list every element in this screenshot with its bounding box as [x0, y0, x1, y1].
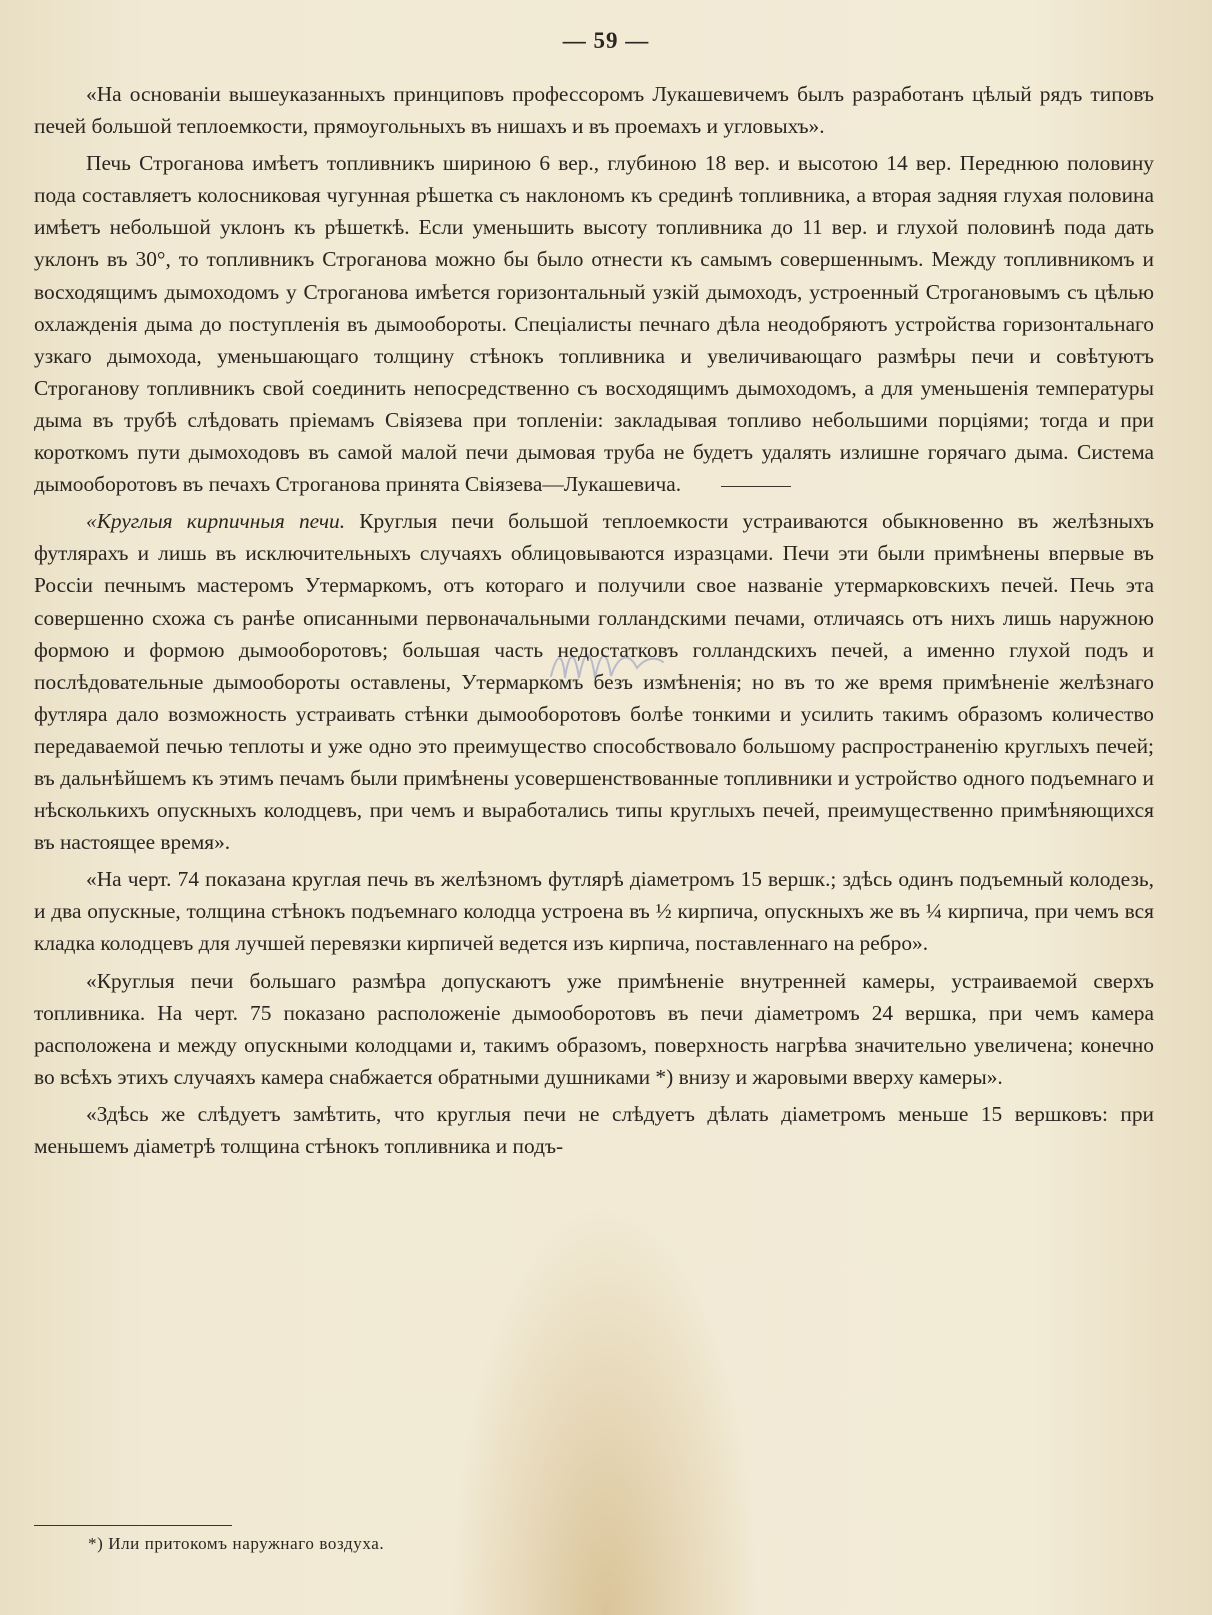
page-number: — 59 — [562, 28, 650, 53]
paragraph-5-text: «Круглыя печи большаго размѣра допускаютъ уже примѣненiе внутренней камеры, устраиваемой сверхъ топливника. На черт. 75 показано расположенiе дымооборотовъ въ печи дiаметромъ 24 вершка, при чемъ камера расположена и между опускными колодцами и, такимъ образомъ, поверхность нагрѣва значительно увеличена; конечно во всѣхъ этихъ случаяхъ камера снабжается обратными душниками *) внизу и жаровыми вверху камеры». [34, 968, 1154, 1089]
paragraph-5 [34, 965, 1154, 1093]
paragraph-3 [34, 505, 1154, 858]
paragraph-1-text: «На основанiи вышеуказанныхъ принциповъ профессоромъ Лукашевичемъ былъ разработанъ цѣлый рядъ типовъ печей большой теплоемкости, прямоугольныхъ въ нишахъ и въ проемахъ и угловыхъ». [34, 82, 1154, 139]
footnote-rule [34, 1525, 232, 1526]
paragraph-2-text: Печь Строганова имѣетъ топливникъ шириною 6 вер., глубиною 18 вер. и высотою 14 вер. Переднюю половину пода составляетъ колосниковая чугунная рѣшетка съ наклономъ къ срединѣ топливника, а вторая задняя глухая половина имѣетъ небольшой уклонъ къ рѣшеткѣ. Если уменьшить высоту топливника до 11 вер. и глухой половинѣ пода дать уклонъ въ 30°, то топливникъ Строганова можно бы было отнести къ самымъ совершеннымъ. Между топливникомъ и восходящимъ дымоходомъ у Строганова имѣется горизонтальный узкiй дымоходъ, устроенный Строгановымъ съ цѣлью охлажденiя дыма до поступленiя въ дымообороты. Спецiалисты печнаго дѣла неодобряютъ устройства горизонтальнаго узкаго дымохода, уменьшающаго толщину стѣнокъ топливника и увеличивающаго размѣры печи и совѣтуютъ Строганову топливникъ свой соединить непосредственно съ восходящимъ дымоходомъ, а для уменьшенiя температуры дыма въ трубѣ слѣдовать прiемамъ Свiязева при топленiи: закладывая топливо небольшими порцiями; тогда и при короткомъ пути дымоходовъ въ самой малой печи дымовая труба не будетъ удалять излишне горячаго дыма. Система дымооборотовъ въ печахъ Строганова принята Свiязева—Лукашевича. [34, 151, 1154, 497]
section-heading-round-stoves: «Круглыя кирпичныя печи. [86, 509, 346, 534]
paragraph-4 [34, 863, 1154, 959]
paragraph-4-text: «На черт. 74 показана круглая печь въ желѣзномъ футлярѣ дiаметромъ 15 вершк.; здѣсь одинъ подъемный колодезь, и два опускные, толщина стѣнокъ подъемнаго колодца устроена въ ½ кирпича, опускныхъ же въ ¼ кирпича, при чемъ вся кладка колодцевъ для лучшей перевязки кирпичей ведется изъ кирпича, поставленнаго на ребро». [34, 867, 1154, 956]
paragraph-6-text: «Здѣсь же слѣдуетъ замѣтить, что круглыя печи не слѣдуетъ дѣлать дiаметромъ меньше 15 вершковъ: при меньшемъ дiаметрѣ толщина стѣнокъ топливника и подъ- [34, 1101, 1154, 1158]
paragraph-1 [34, 78, 1154, 142]
paragraph-6 [34, 1098, 1154, 1162]
body-text [34, 78, 1154, 1167]
paragraph-3-text: Круглыя печи большой теплоемкости устраиваются обыкновенно въ желѣзныхъ футлярахъ и лишь въ исключительныхъ случаяхъ облицовываются изразцами. Печи эти были примѣнены впервые въ Россiи печнымъ мастеромъ Утермаркомъ, отъ котораго и получили свое названiе утермарковскихъ печей. Печь эта совершенно схожа съ ранѣе описанными первоначальными голландскими печами, отличаясь отъ нихъ лишь наружною формою и формою дымооборотовъ; большая часть недостатковъ голландскихъ печей, а именно глухой подъ и послѣдовательные дымообороты оставлены, Утермаркомъ безъ измѣненiя; но въ то же время примѣненiе желѣзнаго футляра дало возможность устраивать стѣнки дымооборотовъ болѣе тонкими и усилить такимъ образомъ количество передаваемой печью теплоты и уже одно это преимущество способствовало большому распространенiю круглыхъ печей; въ дальнѣйшемъ къ этимъ печамъ были примѣнены усовершенствованные топливники и устройство одного подъемнаго и нѣсколькихъ опускныхъ колодцевъ, при чемъ и выработались типы круглыхъ печей, преимущественно примѣняющихся въ настоящее время». [34, 509, 1154, 855]
footnote: *) Или притокомъ наружнаго воздуха. [88, 1534, 385, 1553]
section-divider [721, 486, 791, 487]
paragraph-2 [34, 147, 1154, 500]
